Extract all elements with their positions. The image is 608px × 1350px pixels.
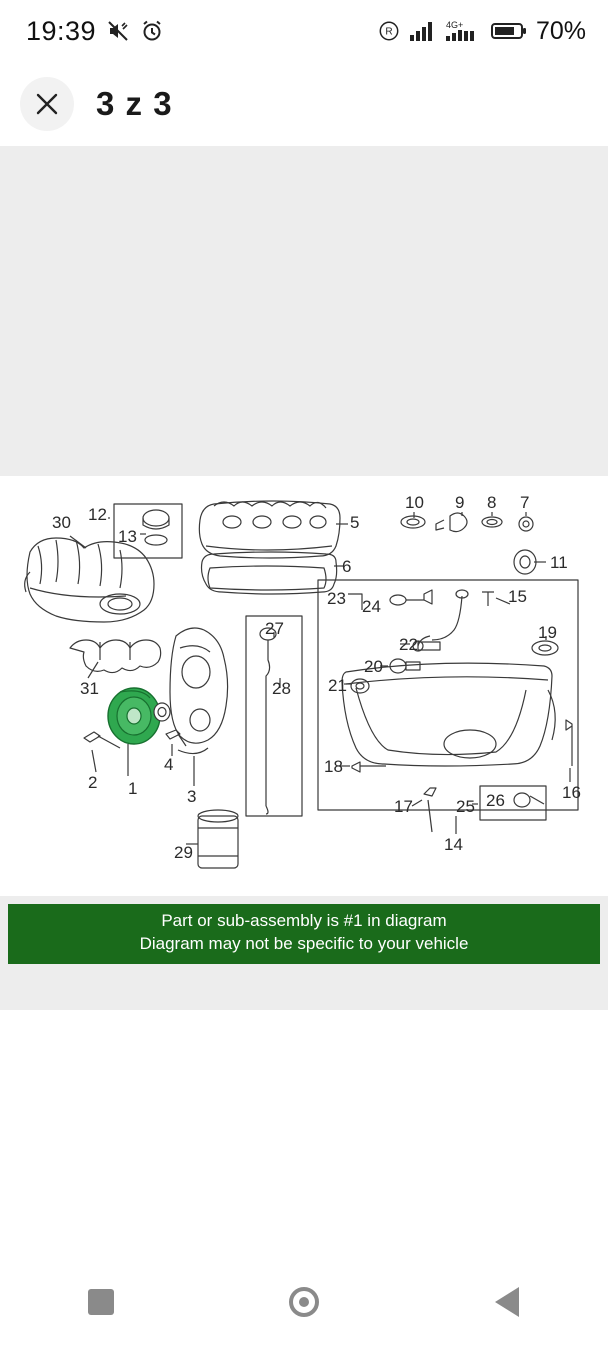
registered-icon [378,20,400,42]
svg-text:29: 29 [174,843,193,862]
svg-text:4: 4 [164,755,174,774]
caption-line-2: Diagram may not be specific to your vehicle [139,933,469,953]
svg-text:3: 3 [187,787,197,806]
svg-text:30: 30 [52,513,71,532]
svg-text:2: 2 [88,773,98,792]
back-icon [495,1287,519,1317]
battery-icon [491,21,527,41]
svg-text:26: 26 [486,791,505,810]
svg-text:1: 1 [128,779,138,798]
svg-text:22: 22 [399,635,418,654]
home-button[interactable] [259,1272,349,1332]
svg-text:18: 18 [324,757,343,776]
svg-text:27: 27 [265,619,284,638]
svg-text:11: 11 [550,553,568,572]
svg-text:28: 28 [272,679,291,698]
recent-apps-button[interactable] [56,1272,146,1332]
svg-text:8: 8 [487,493,497,512]
engine-parts-diagram [0,476,608,896]
svg-text:15: 15 [508,587,527,606]
diagram-image[interactable] [0,476,608,896]
network-type-label [444,19,482,43]
diagram-caption [8,904,600,964]
svg-text:9: 9 [455,493,465,512]
svg-text:16: 16 [562,783,581,802]
app-bar [0,62,608,146]
svg-text:24: 24 [362,597,381,616]
status-bar [0,0,608,62]
close-button[interactable] [20,77,74,131]
svg-text:21: 21 [328,676,347,695]
content-spacer [0,1010,608,1254]
svg-text:4G+: 4G+ [445,20,464,30]
status-bar-left [26,16,164,47]
back-button[interactable] [462,1272,552,1332]
recent-apps-icon [88,1289,114,1315]
image-viewer[interactable] [0,146,608,1156]
svg-text:10: 10 [405,493,424,512]
svg-text:R: R [385,26,393,38]
svg-text:25: 25 [456,797,475,816]
svg-text:5: 5 [350,513,360,532]
system-nav-bar [0,1254,608,1350]
svg-text:12: 12 [88,505,107,524]
svg-text:7: 7 [520,493,530,512]
svg-text:17: 17 [394,797,413,816]
alarm-icon [140,19,164,43]
caption-line-1: Part or sub-assembly is #1 in diagram [161,911,447,930]
svg-text:20: 20 [364,657,383,676]
page-title: 3 z 3 [96,85,173,122]
signal-bars-icon [409,20,435,42]
mute-icon [106,19,130,43]
home-icon [289,1287,319,1317]
battery-percentage: 70% [535,16,586,45]
svg-text:23: 23 [327,589,346,608]
close-icon [34,91,60,117]
svg-text:19: 19 [538,623,557,642]
svg-text:14: 14 [444,835,463,854]
status-bar-right [378,17,586,46]
svg-text:6: 6 [342,557,352,576]
svg-text:31: 31 [80,679,99,698]
status-clock: 19:39 [26,15,97,46]
svg-text:13: 13 [118,527,137,546]
